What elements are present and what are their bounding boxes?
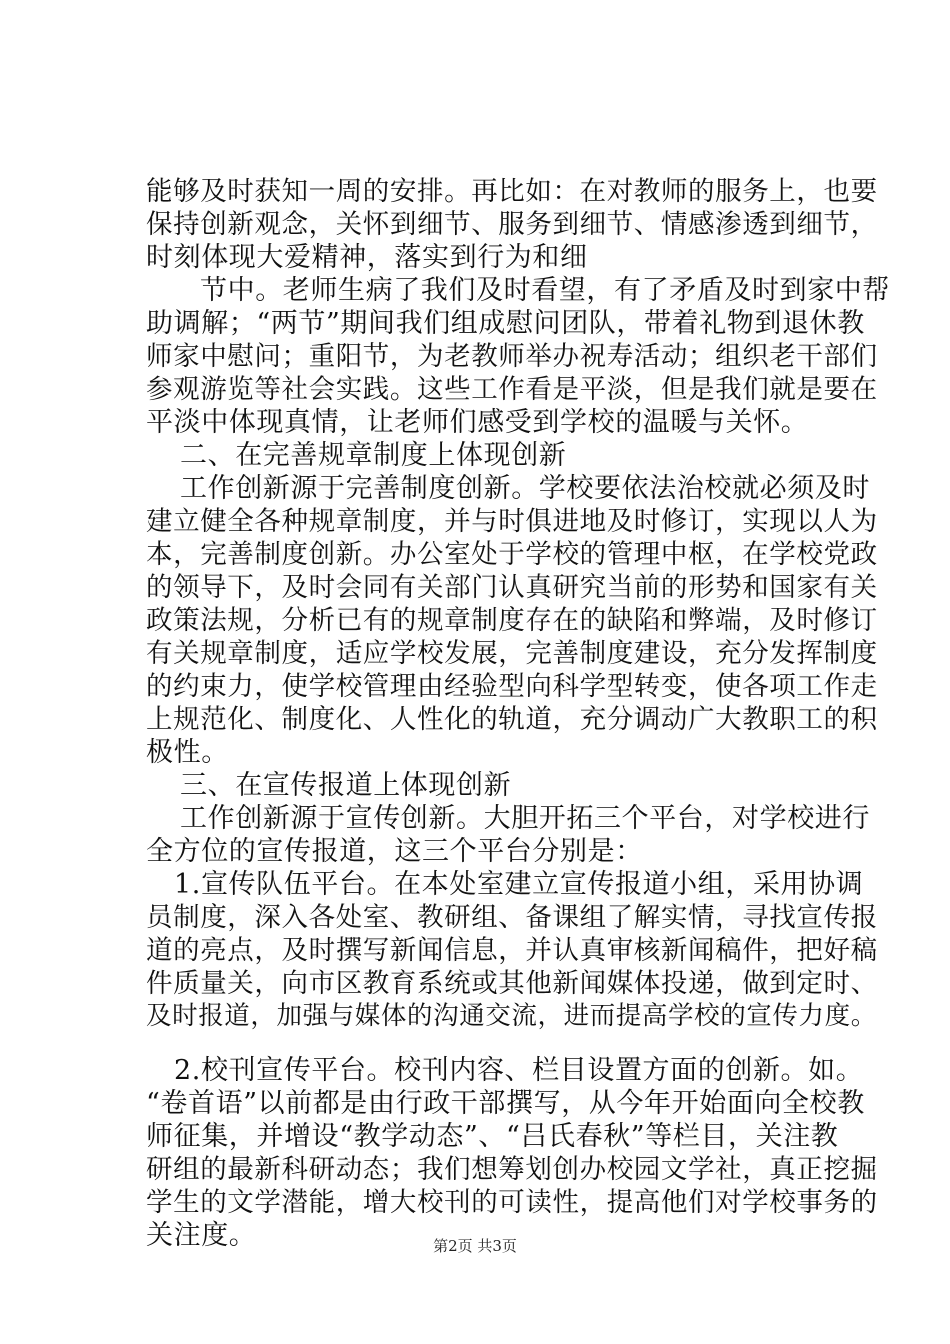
text-line: 节中。老师生病了我们及时看望，有了矛盾及时到家中帮: [200, 275, 890, 306]
text-line: 1.宣传队伍平台。在本处室建立宣传报道小组，采用协调: [174, 869, 864, 900]
page-number-footer: 第2页 共3页: [433, 1237, 517, 1255]
text-line: 研组的最新科研动态；我们想筹划创办校园文学社，真正挖掘: [146, 1154, 878, 1185]
text-line: 时刻体现大爱精神，落实到行为和细: [146, 242, 588, 273]
text-line: 平淡中体现真情，让老师们感受到学校的温暖与关怀。: [146, 407, 809, 438]
text-line: 的约束力，使学校管理由经验型向科学型转变，使各项工作走: [146, 671, 878, 702]
text-line: 工作创新源于完善制度创新。学校要依法治校就必须及时: [180, 473, 870, 504]
text-line: 件质量关，向市区教育系统或其他新闻媒体投递，做到定时、: [146, 968, 878, 999]
section-heading: 三、在宣传报道上体现创新: [180, 770, 512, 801]
text-line: “卷首语”以前都是由行政干部撰写，从今年开始面向全校教: [146, 1088, 865, 1119]
text-line: 有关规章制度，适应学校发展，完善制度建设，充分发挥制度: [146, 638, 878, 669]
text-line: 本，完善制度创新。办公室处于学校的管理中枢，在学校党政: [146, 539, 878, 570]
section-heading: 二、在完善规章制度上体现创新: [180, 440, 567, 471]
text-line: 工作创新源于宣传创新。大胆开拓三个平台，对学校进行: [180, 803, 870, 834]
text-line: 全方位的宣传报道，这三个平台分别是：: [146, 836, 643, 867]
text-line: 上规范化、制度化、人性化的轨道，充分调动广大教职工的积: [146, 704, 878, 735]
text-line: 关注度。: [146, 1220, 257, 1251]
text-line: 道的亮点，及时撰写新闻信息，并认真审核新闻稿件，把好稿: [146, 935, 878, 966]
text-line: 及时报道，加强与媒体的沟通交流，进而提高学校的宣传力度。: [146, 1001, 877, 1031]
text-line: 政策法规，分析已有的规章制度存在的缺陷和弊端，及时修订: [146, 605, 878, 636]
text-line: 员制度，深入各处室、教研组、备课组了解实情，寻找宣传报: [146, 902, 878, 933]
text-line: 极性。: [146, 737, 229, 768]
text-line: 参观游览等社会实践。这些工作看是平淡，但是我们就是要在: [146, 374, 878, 405]
text-line: 师家中慰问；重阳节，为老教师举办祝寿活动；组织老干部们: [146, 341, 878, 372]
text-line: 保持创新观念，关怀到细节、服务到细节、情感渗透到细节，: [146, 209, 878, 240]
text-line: 建立健全各种规章制度，并与时俱进地及时修订，实现以人为: [146, 506, 878, 537]
text-line: 助调解；“两节”期间我们组成慰问团队，带着礼物到退休教: [146, 308, 865, 339]
text-line: 的领导下，及时会同有关部门认真研究当前的形势和国家有关: [146, 572, 878, 603]
text-line: 学生的文学潜能，增大校刊的可读性，提高他们对学校事务的: [146, 1187, 878, 1218]
text-line: 2.校刊宣传平台。校刊内容、栏目设置方面的创新。如。: [174, 1055, 864, 1086]
text-line: 能够及时获知一周的安排。再比如：在对教师的服务上，也要: [146, 176, 878, 207]
text-line: 师征集，并增设“教学动态”、“吕氏春秋”等栏目，关注教: [146, 1121, 839, 1152]
